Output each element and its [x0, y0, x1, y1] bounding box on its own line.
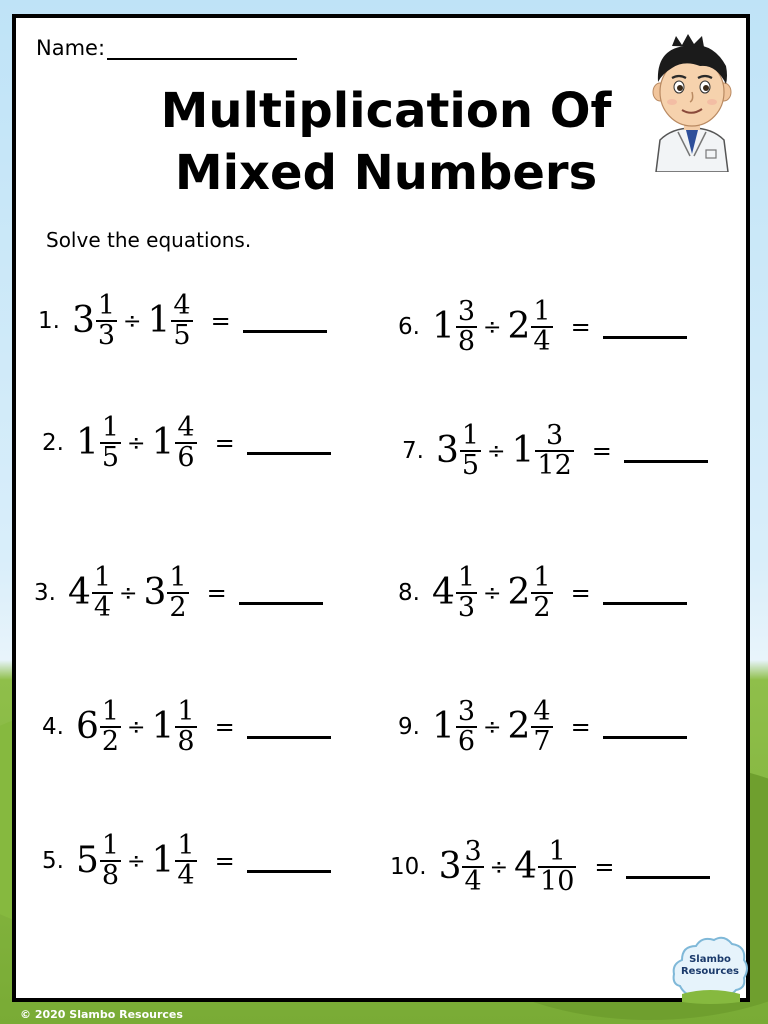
answer-blank[interactable]: [239, 582, 323, 605]
problem-1: [38, 292, 327, 351]
denominator: 5: [101, 442, 120, 474]
whole-part: 4: [514, 846, 538, 888]
equals-sign: =: [214, 713, 235, 742]
logo-text: [670, 954, 750, 978]
numerator: 1: [97, 290, 116, 321]
fraction: [456, 298, 477, 357]
fraction: [96, 292, 117, 351]
fraction: [531, 698, 552, 757]
denominator: 2: [533, 592, 551, 624]
mixed-number-b: [507, 698, 552, 757]
divide-operator: ÷: [127, 714, 146, 740]
title-line-1: Multiplication Of: [160, 83, 612, 139]
answer-blank[interactable]: [247, 850, 331, 873]
numerator: 1: [457, 562, 476, 593]
fraction: [462, 838, 483, 897]
answer-blank[interactable]: [626, 856, 710, 879]
denominator: 8: [101, 860, 120, 892]
fraction: [456, 564, 477, 623]
problem-number: 6.: [398, 314, 420, 341]
problem-number: 8.: [398, 580, 420, 607]
problem-number: 1.: [38, 308, 60, 335]
denominator: 3: [97, 320, 116, 352]
name-field: [36, 36, 297, 60]
denominator: 7: [533, 726, 551, 758]
problem-8: [398, 564, 687, 623]
mixed-number-a: [439, 838, 484, 897]
fraction: [531, 298, 552, 357]
equals-sign: =: [570, 579, 591, 608]
denominator: 10: [540, 866, 575, 898]
whole-part: 4: [431, 572, 455, 614]
numerator: 3: [457, 296, 476, 327]
denominator: 8: [177, 726, 195, 758]
denominator: 2: [169, 592, 187, 624]
mixed-number-b: [147, 292, 192, 351]
equals-sign: =: [570, 313, 591, 342]
answer-blank[interactable]: [603, 316, 687, 339]
whole-part: 1: [75, 422, 99, 464]
problem-9: [398, 698, 687, 757]
problem-5: [42, 832, 331, 891]
numerator: 1: [177, 830, 195, 861]
fraction: [538, 838, 576, 897]
problem-number: 10.: [390, 854, 427, 881]
whole-part: 6: [75, 706, 99, 748]
whole-part: 1: [151, 840, 175, 882]
mixed-number-b: [151, 414, 196, 473]
whole-part: 3: [71, 300, 95, 342]
equals-sign: =: [594, 853, 615, 882]
denominator: 5: [173, 320, 191, 352]
numerator: 4: [177, 412, 195, 443]
equals-sign: =: [570, 713, 591, 742]
fraction: [167, 564, 188, 623]
numerator: 1: [93, 562, 112, 593]
whole-part: 3: [435, 430, 459, 472]
mixed-number-b: [507, 564, 552, 623]
problem-7: [402, 422, 708, 481]
mixed-number-a: [72, 292, 117, 351]
denominator: 8: [457, 326, 476, 358]
whole-part: 2: [507, 572, 531, 614]
mixed-number-b: [143, 564, 188, 623]
numerator: 4: [173, 290, 191, 321]
mixed-number-b: [507, 298, 552, 357]
divide-operator: ÷: [487, 438, 506, 464]
problem-3: [34, 564, 323, 623]
mixed-number-b: [151, 698, 196, 757]
whole-part: 1: [151, 422, 175, 464]
equals-sign: =: [214, 847, 235, 876]
whole-part: 2: [507, 706, 531, 748]
scientist-boy-avatar: [642, 32, 742, 172]
mixed-number-a: [432, 564, 477, 623]
denominator: 4: [93, 592, 112, 624]
answer-blank[interactable]: [247, 716, 331, 739]
divide-operator: ÷: [483, 580, 502, 606]
equals-sign: =: [206, 579, 227, 608]
whole-part: 3: [438, 846, 462, 888]
problem-number: 7.: [402, 438, 424, 465]
numerator: 3: [457, 696, 476, 727]
problem-number: 9.: [398, 714, 420, 741]
denominator: 6: [457, 726, 476, 758]
slambo-resources-logo: [670, 932, 750, 1008]
numerator: 1: [101, 412, 120, 443]
numerator: 1: [101, 830, 120, 861]
denominator: 5: [461, 450, 480, 482]
copyright-notice: © 2020 Slambo Resources: [20, 1008, 183, 1021]
denominator: 4: [464, 866, 482, 898]
whole-part: 1: [511, 430, 535, 472]
denominator: 4: [533, 326, 551, 358]
fraction: [100, 414, 121, 473]
answer-blank[interactable]: [603, 582, 687, 605]
problem-number: 5.: [42, 848, 64, 875]
mixed-number-b: [511, 422, 573, 481]
problem-number: 2.: [42, 430, 64, 457]
answer-blank[interactable]: [247, 432, 331, 455]
fraction: [100, 832, 121, 891]
fraction: [171, 292, 192, 351]
fraction: [92, 564, 113, 623]
whole-part: 1: [431, 306, 455, 348]
equals-sign: =: [214, 429, 235, 458]
denominator: 4: [177, 860, 195, 892]
denominator: 12: [537, 450, 572, 482]
problem-2: [42, 414, 331, 473]
logo-line-2: Resources: [680, 966, 740, 977]
instructions-text: Solve the equations.: [46, 228, 252, 252]
problem-6: [398, 298, 687, 357]
whole-part: 4: [67, 572, 91, 614]
numerator: 1: [461, 420, 480, 451]
problem-number: 4.: [42, 714, 64, 741]
name-blank-line: [107, 38, 297, 60]
denominator: 2: [101, 726, 120, 758]
numerator: 1: [169, 562, 187, 593]
divide-operator: ÷: [489, 854, 509, 880]
fraction: [531, 564, 552, 623]
divide-operator: ÷: [127, 848, 146, 874]
answer-blank[interactable]: [243, 310, 327, 333]
mixed-number-a: [76, 832, 121, 891]
answer-blank[interactable]: [624, 440, 708, 463]
fraction: [456, 698, 477, 757]
problem-4: [42, 698, 331, 757]
divide-operator: ÷: [123, 308, 142, 334]
whole-part: 1: [147, 300, 171, 342]
numerator: 1: [533, 562, 551, 593]
denominator: 3: [457, 592, 476, 624]
divide-operator: ÷: [127, 430, 146, 456]
fraction: [100, 698, 121, 757]
worksheet-page: [12, 14, 750, 1002]
fraction: [535, 422, 573, 481]
equals-sign: =: [591, 437, 612, 466]
numerator: 1: [177, 696, 195, 727]
divide-operator: ÷: [483, 314, 502, 340]
divide-operator: ÷: [483, 714, 502, 740]
mixed-number-a: [436, 422, 481, 481]
name-label: Name:: [36, 36, 106, 60]
mixed-number-a: [76, 414, 121, 473]
fraction: [460, 422, 481, 481]
denominator: 6: [177, 442, 195, 474]
mixed-number-a: [432, 298, 477, 357]
logo-line-1: Slambo: [689, 954, 731, 965]
fraction: [175, 698, 196, 757]
numerator: 1: [548, 836, 566, 867]
problem-number: 3.: [34, 580, 56, 607]
problem-10: [390, 838, 710, 897]
mixed-number-b: [151, 832, 196, 891]
whole-part: 1: [431, 706, 455, 748]
whole-part: 5: [75, 840, 99, 882]
equals-sign: =: [210, 307, 231, 336]
numerator: 1: [533, 296, 551, 327]
whole-part: 2: [507, 306, 531, 348]
numerator: 3: [545, 420, 564, 451]
whole-part: 3: [143, 572, 167, 614]
fraction: [175, 414, 196, 473]
numerator: 1: [101, 696, 120, 727]
mixed-number-b: [514, 838, 576, 897]
fraction: [175, 832, 196, 891]
page-title: [86, 80, 686, 204]
mixed-number-a: [68, 564, 113, 623]
whole-part: 1: [151, 706, 175, 748]
divide-operator: ÷: [119, 580, 138, 606]
mixed-number-a: [432, 698, 477, 757]
numerator: 4: [533, 696, 551, 727]
numerator: 3: [464, 836, 482, 867]
title-line-2: Mixed Numbers: [174, 145, 598, 201]
mixed-number-a: [76, 698, 121, 757]
answer-blank[interactable]: [603, 716, 687, 739]
